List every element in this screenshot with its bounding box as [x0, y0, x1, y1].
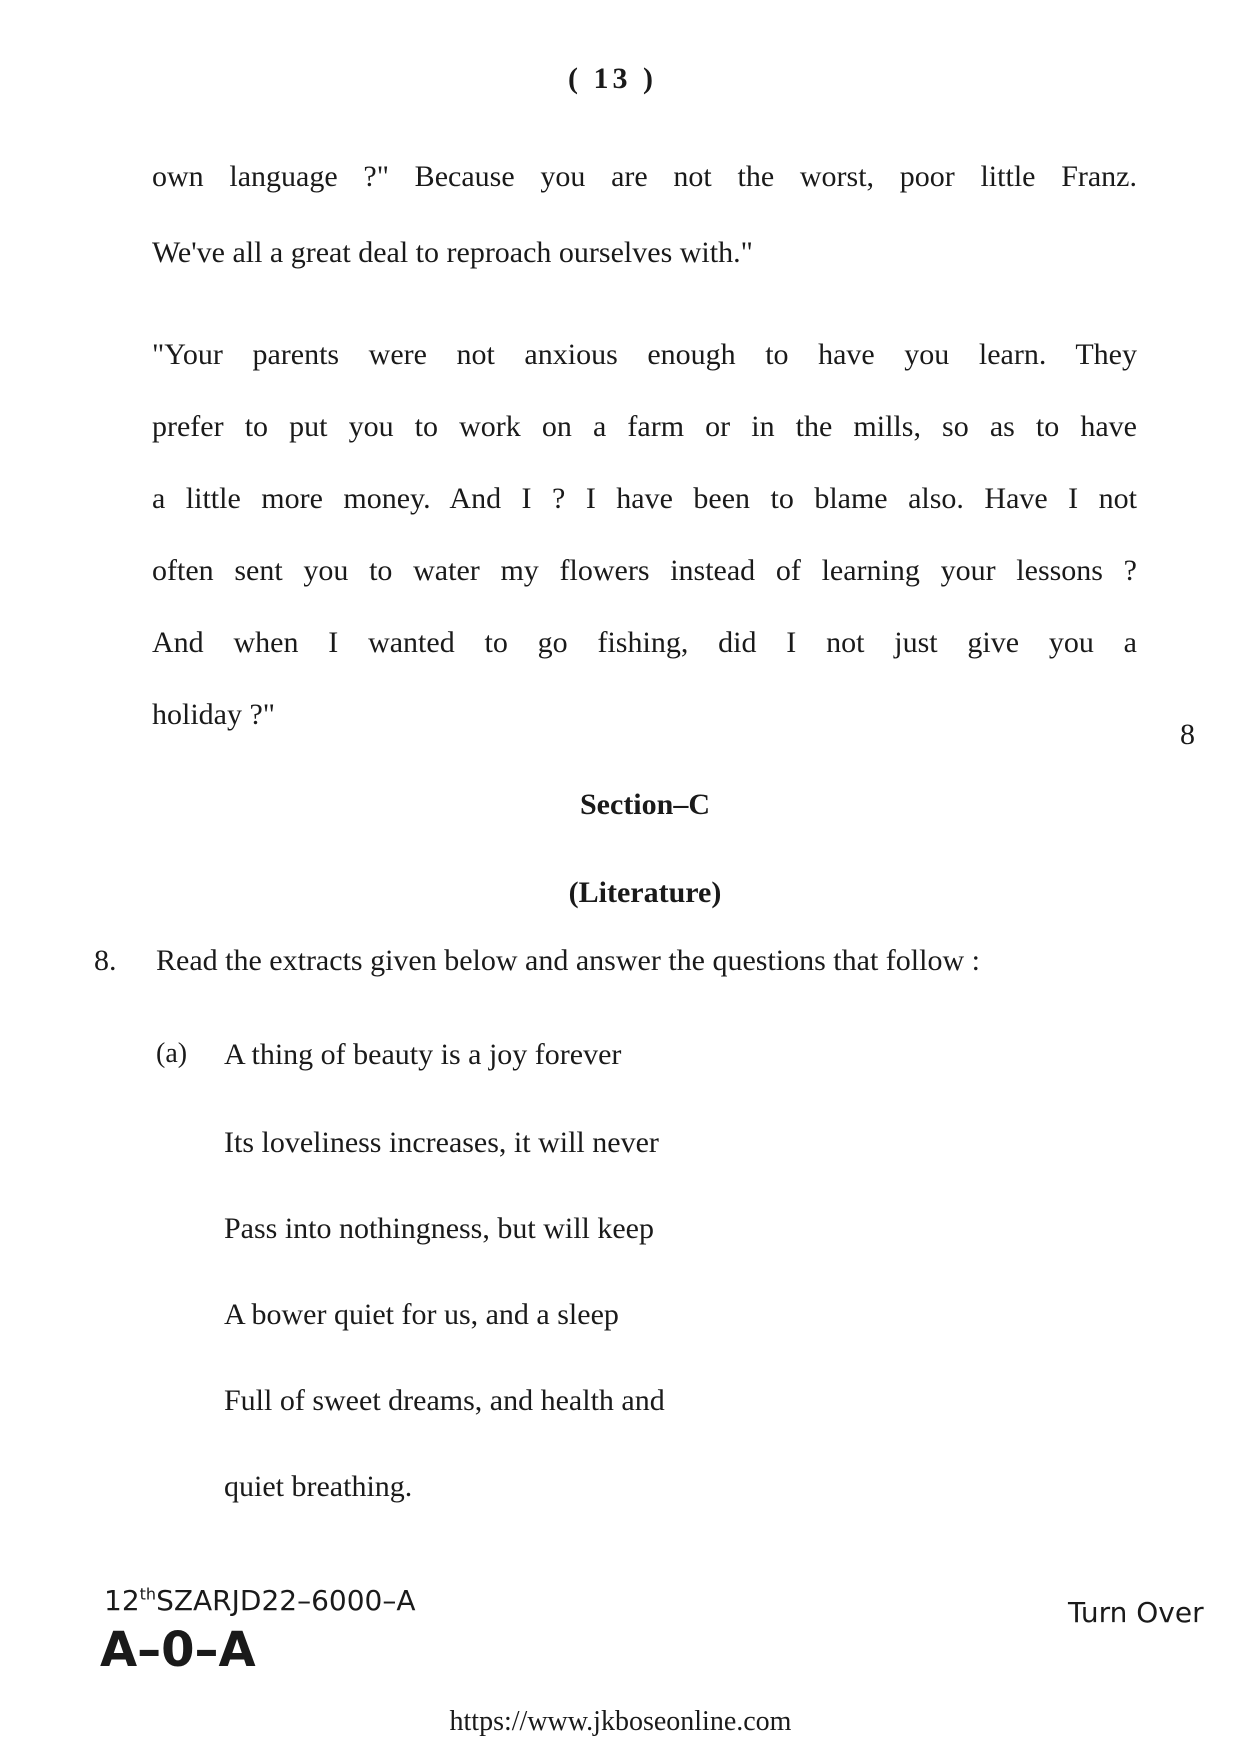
passage-line-5: a little more money. And I ? I have been to blame also. Have I not [152, 482, 1137, 515]
section-title: Section–C [580, 788, 710, 821]
poem-line-2: Its loveliness increases, it will never [224, 1126, 659, 1159]
page-number: ( 13 ) [568, 62, 657, 95]
poem-line-3: Pass into nothingness, but will keep [224, 1212, 654, 1245]
poem-line-4: A bower quiet for us, and a sleep [224, 1298, 619, 1331]
paper-code-prefix: 12 [104, 1584, 140, 1617]
passage-line-1: own language ?" Because you are not the worst, poor little Franz. [152, 160, 1137, 193]
poem-line-6: quiet breathing. [224, 1470, 413, 1503]
passage-line-3: "Your parents were not anxious enough to have you learn. They [152, 338, 1137, 371]
question-number: 8. [94, 944, 117, 977]
poem-line-1: A thing of beauty is a joy forever [224, 1038, 622, 1071]
turn-over-label: Turn Over [1068, 1596, 1204, 1629]
section-subtitle: (Literature) [568, 876, 722, 909]
question-text: Read the extracts given below and answer the questions that follow : [156, 944, 980, 977]
passage-line-4: prefer to put you to work on a farm or in the mills, so as to have [152, 410, 1137, 443]
sub-question-label: (a) [156, 1038, 188, 1069]
paper-code [104, 1584, 416, 1617]
marks-value: 8 [1180, 718, 1195, 751]
source-url[interactable]: https://www.jkboseonline.com [449, 1706, 792, 1737]
paper-code-superscript: th [139, 1584, 157, 1604]
poem-line-5: Full of sweet dreams, and health and [224, 1384, 665, 1417]
passage-line-6: often sent you to water my flowers instead of learning your lessons ? [152, 554, 1137, 587]
passage-line-8: holiday ?" [152, 698, 276, 731]
passage-line-7: And when I wanted to go fishing, did I not just give you a [152, 626, 1137, 659]
paper-series: A–0–A [100, 1622, 256, 1678]
paper-code-rest: SZARJD22–6000–A [156, 1584, 416, 1617]
passage-line-2: We've all a great deal to reproach ourselves with." [152, 236, 753, 269]
